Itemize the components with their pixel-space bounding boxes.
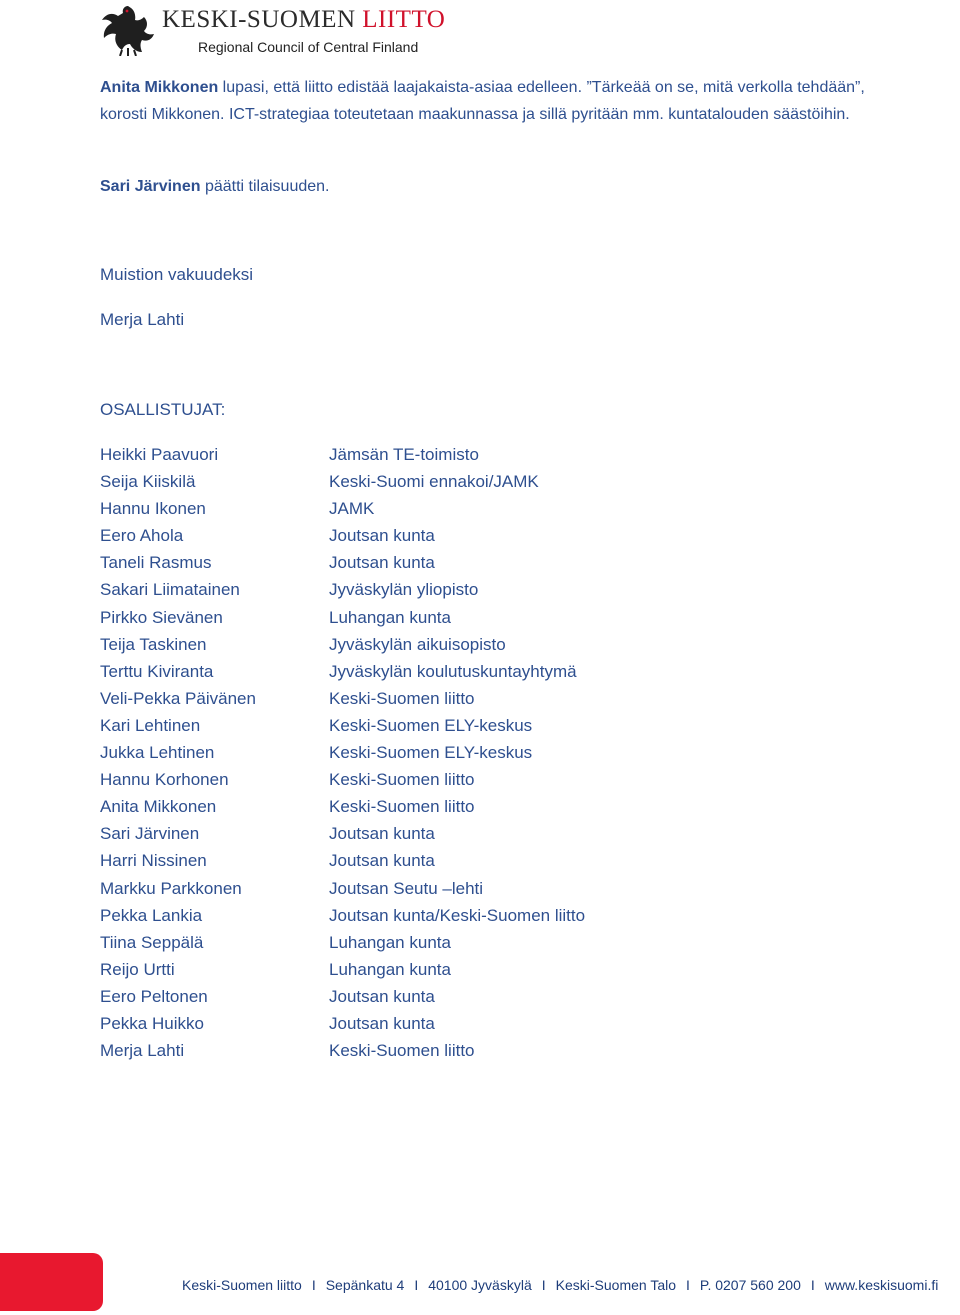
footer-website-link[interactable]: www.keskisuomi.fi [824, 1277, 939, 1293]
participant-organization: Joutsan Seutu –lehti [329, 878, 484, 898]
participant-name: Sari Järvinen [100, 824, 200, 844]
participant-row [100, 631, 660, 658]
footer-separator: I [311, 1277, 316, 1293]
participant-name: Markku Parkkonen [100, 878, 242, 898]
speaker-name: Sari Järvinen [100, 178, 201, 195]
participant-name: Teija Taskinen [100, 634, 207, 654]
participant-organization: Luhangan kunta [329, 959, 451, 979]
participant-name: Hannu Ikonen [100, 499, 206, 519]
closing-text: Muistion vakuudeksi [100, 265, 254, 284]
footer-postal: 40100 Jyväskylä [428, 1277, 532, 1293]
participant-row [100, 766, 660, 793]
footer-contact [182, 1277, 938, 1293]
participants-heading: OSALLISTUJAT: [100, 400, 226, 419]
participant-name: Pekka Lankia [100, 905, 203, 925]
participant-row [100, 1010, 660, 1037]
footer-separator: I [541, 1277, 546, 1293]
logo-subtitle: Regional Council of Central Finland [198, 39, 419, 55]
participant-row [100, 820, 660, 847]
participant-organization: Joutsan kunta [329, 553, 435, 573]
footer-separator: I [414, 1277, 419, 1293]
participant-row [100, 685, 660, 712]
participant-row [100, 793, 660, 820]
footer-org: Keski-Suomen liitto [182, 1277, 302, 1293]
participant-organization: Jyväskylän koulutuskuntayhtymä [329, 661, 577, 681]
footer-street: Sepänkatu 4 [325, 1277, 405, 1293]
paragraph-text: päätti tilaisuuden. [200, 178, 330, 195]
participant-row [100, 902, 660, 929]
participant-row [100, 549, 660, 576]
participant-row [100, 658, 660, 685]
participant-organization: Jyväskylän aikuisopisto [329, 634, 506, 654]
participant-name: Merja Lahti [100, 1041, 185, 1061]
participant-name: Taneli Rasmus [100, 553, 212, 573]
participant-organization: Keski-Suomen ELY-keskus [329, 715, 533, 735]
participant-organization: Jämsän TE-toimisto [329, 445, 479, 464]
participant-name: Harri Nissinen [100, 851, 207, 871]
participant-organization: Joutsan kunta [329, 1013, 435, 1033]
speaker-name: Anita Mikkonen [100, 79, 219, 96]
participant-name: Tiina Seppälä [100, 932, 204, 952]
participant-name: Terttu Kiviranta [100, 661, 214, 681]
participant-name: Eero Ahola [100, 526, 184, 546]
participant-name: Heikki Paavuori [100, 445, 219, 464]
participant-row [100, 983, 660, 1010]
participant-organization: Keski-Suomen ELY-keskus [329, 743, 533, 763]
participant-name: Jukka Lehtinen [100, 743, 215, 763]
footer-accent-bar [0, 1253, 103, 1311]
participant-organization: Keski-Suomen liitto [329, 688, 475, 708]
participant-organization: Luhangan kunta [329, 932, 451, 952]
participant-organization: Luhangan kunta [329, 607, 451, 627]
logo-wordmark [162, 6, 445, 34]
participant-row [100, 576, 660, 603]
participant-organization: Joutsan kunta [329, 851, 435, 871]
participant-row [100, 604, 660, 631]
participant-organization: Keski-Suomen liitto [329, 797, 475, 817]
signer-name: Merja Lahti [100, 310, 185, 329]
participant-organization: Joutsan kunta/Keski-Suomen liitto [329, 905, 586, 925]
participant-row [100, 495, 660, 522]
participant-name: Hannu Korhonen [100, 770, 229, 790]
capercaillie-bird-icon [98, 2, 158, 56]
participant-row [100, 1037, 660, 1064]
footer-separator: I [686, 1277, 690, 1293]
participant-row [100, 468, 660, 495]
participant-organization: Keski-Suomi ennakoi/JAMK [329, 472, 539, 492]
logo-wordmark-accent: LIITTO [362, 6, 446, 33]
participant-name: Eero Peltonen [100, 986, 208, 1006]
participant-organization: Keski-Suomen liitto [329, 770, 475, 790]
participant-row [100, 847, 660, 874]
paragraph-mikkonen [100, 74, 880, 128]
participant-row [100, 739, 660, 766]
participant-name: Seija Kiiskilä [100, 472, 196, 492]
participant-organization: Joutsan kunta [329, 526, 435, 546]
participant-name: Pirkko Sievänen [100, 607, 223, 627]
footer-separator: I [810, 1277, 815, 1293]
organization-logo [98, 2, 468, 58]
participant-row [100, 929, 660, 956]
participant-row [100, 875, 660, 902]
footer-phone: P. 0207 560 200 [699, 1277, 801, 1293]
participant-organization: Keski-Suomen liitto [329, 1041, 475, 1061]
participant-name: Kari Lehtinen [100, 715, 201, 735]
logo-wordmark-main: KESKI-SUOMEN [162, 6, 363, 33]
participant-name: Reijo Urtti [100, 959, 175, 979]
participant-row [100, 522, 660, 549]
footer-building: Keski-Suomen Talo [555, 1277, 677, 1293]
participant-organization: JAMK [329, 499, 375, 519]
participant-name: Pekka Huikko [100, 1013, 204, 1033]
participant-name: Veli-Pekka Päivänen [100, 688, 256, 708]
participant-organization: Joutsan kunta [329, 824, 435, 844]
participant-row [100, 956, 660, 983]
paragraph-jarvinen [100, 173, 880, 200]
participant-name: Anita Mikkonen [100, 797, 217, 817]
participant-organization: Jyväskylän yliopisto [329, 580, 479, 600]
participant-row [100, 712, 660, 739]
participant-name: Sakari Liimatainen [100, 580, 240, 600]
participant-organization: Joutsan kunta [329, 986, 435, 1006]
participant-row [100, 441, 660, 468]
paragraph-text: lupasi, että liitto edistää laajakaista-asiaa edelleen. ”Tärkeää on se, mitä verkolla tehdään”, korosti Mikkonen. ICT-strategiaa toteutetaan maakunnassa ja sillä pyritään mm. kuntatalouden säästöihin. [100, 79, 865, 123]
participants-list [100, 441, 660, 1064]
